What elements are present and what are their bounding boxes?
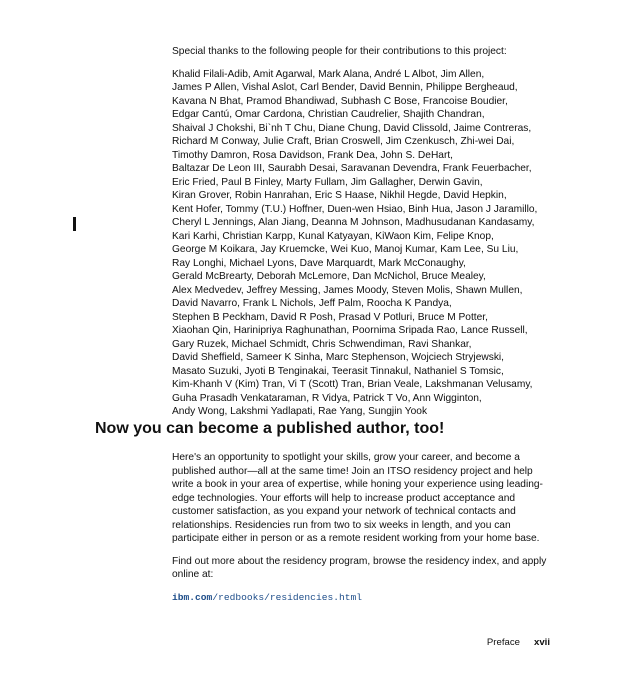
footer-label: Preface bbox=[486, 637, 520, 648]
names-line: Eric Fried, Paul B Finley, Marty Fullam, Jim Gallagher, Derwin Gavin, bbox=[172, 176, 483, 188]
residencies-link[interactable] bbox=[172, 591, 550, 605]
names-line: Xiaohan Qin, Harinipriya Raghunathan, Poornima Sripada Rao, Lance Russell, bbox=[172, 325, 528, 336]
names-line: Khalid Filali-Adib, Amit Agarwal, Mark Alana, André L Albot, Jim Allen, bbox=[172, 68, 485, 80]
names-line: David Navarro, Frank L Nichols, Jeff Palm, Roocha K Pandya, bbox=[172, 298, 452, 309]
residency-section-body bbox=[172, 451, 550, 604]
names-line: Alex Medvedev, Jeffrey Messing, James Moody, Steven Molis, Shawn Mullen, bbox=[172, 284, 523, 296]
names-line: Kiran Grover, Robin Hanrahan, Eric S Haase, Nikhil Hegde, David Hepkin, bbox=[172, 190, 507, 201]
names-line: Stephen B Peckham, David R Posh, Prasad V Potluri, Bruce M Potter, bbox=[172, 311, 488, 323]
names-line: Baltazar De Leon III, Saurabh Desai, Saravanan Devendra, Frank Feuerbacher, bbox=[172, 163, 532, 174]
names-line: Kari Karhi, Christian Karpp, Kunal Katyayan, KiWaon Kim, Felipe Knop, bbox=[172, 230, 494, 242]
names-line: Shaival J Chokshi, Bi`nh T Chu, Diane Chung, David Clissold, Jaime Contreras, bbox=[172, 122, 532, 134]
names-line: Cheryl L Jennings, Alan Jiang, Deanna M Johnson, Madhusudanan Kandasamy, bbox=[172, 217, 535, 228]
names-line: James P Allen, Vishal Aslot, Carl Bender, David Bennin, Philippe Bergheaud, bbox=[172, 82, 518, 93]
names-line: Guha Prasadh Venkataraman, R Vidya, Patrick T Vo, Ann Wigginton, bbox=[172, 392, 482, 404]
names-line: Ray Longhi, Michael Lyons, Dave Marquardt, Mark McConaughy, bbox=[172, 257, 466, 269]
names-line: Richard M Conway, Julie Craft, Brian Croswell, Jim Czenkusch, Zhi-wei Dai, bbox=[172, 136, 515, 147]
names-line: Gerald McBrearty, Deborah McLemore, Dan McNichol, Bruce Mealey, bbox=[172, 271, 486, 282]
names-line: Andy Wong, Lakshmi Yadlapati, Rae Yang, Sungjin Yook bbox=[172, 406, 428, 417]
names-line: Kim-Khanh V (Kim) Tran, Vi T (Scott) Tran, Brian Veale, Lakshmanan Velusamy, bbox=[172, 379, 533, 390]
names-line: Masato Suzuki, Jyoti B Tenginakai, Teerasit Tinnakul, Nathaniel S Tomsic, bbox=[172, 365, 504, 377]
residency-info-paragraph: Find out more about the residency program, browse the residency index, and apply online at: bbox=[172, 555, 547, 580]
acknowledgments-section bbox=[172, 45, 592, 419]
names-line: Kent Hofer, Tommy (T.U.) Hoffner, Duen-wen Hsiao, Binh Hua, Jason J Jaramillo, bbox=[172, 203, 538, 215]
contributor-names bbox=[172, 68, 592, 419]
names-line: David Sheffield, Sameer K Sinha, Marc Stephenson, Wojciech Stryjewski, bbox=[172, 352, 505, 363]
names-line: George M Koikara, Jay Kruemcke, Wei Kuo, Manoj Kumar, Kam Lee, Su Liu, bbox=[172, 244, 519, 255]
names-line: Kavana N Bhat, Pramod Bhandiwad, Subhash C Bose, Francoise Boudier, bbox=[172, 95, 508, 107]
names-line: Edgar Cantú, Omar Cardona, Christian Caudrelier, Shajith Chandran, bbox=[172, 109, 485, 120]
names-line: Timothy Damron, Rosa Davidson, Frank Dea, John S. DeHart, bbox=[172, 149, 454, 161]
page-footer bbox=[487, 637, 550, 648]
names-line: Gary Ruzek, Michael Schmidt, Chris Schwendiman, Ravi Shankar, bbox=[172, 338, 472, 350]
section-heading: Now you can become a published author, too! bbox=[95, 420, 445, 437]
acknowledgments-intro: Special thanks to the following people for their contributions to this project: bbox=[172, 46, 507, 57]
page-number: xvii bbox=[533, 637, 550, 648]
revision-change-bar bbox=[73, 217, 76, 231]
link-host[interactable]: ibm.com bbox=[172, 591, 213, 603]
link-path[interactable]: /redbooks/residencies.html bbox=[212, 591, 362, 603]
residency-paragraph: Here's an opportunity to spotlight your skills, grow your career, and become a published author—all at the same time! Join an ITSO residency project and help write a book in your area of expertise, while honing your experience using leading-edge technologies. Your efforts will help to increase product acceptance and customer satisfaction, as you expand your network of technical contacts and relationships. Residencies run from two to six weeks in length, and you can participate either in person or as a remote resident working from your home base. bbox=[172, 452, 543, 544]
